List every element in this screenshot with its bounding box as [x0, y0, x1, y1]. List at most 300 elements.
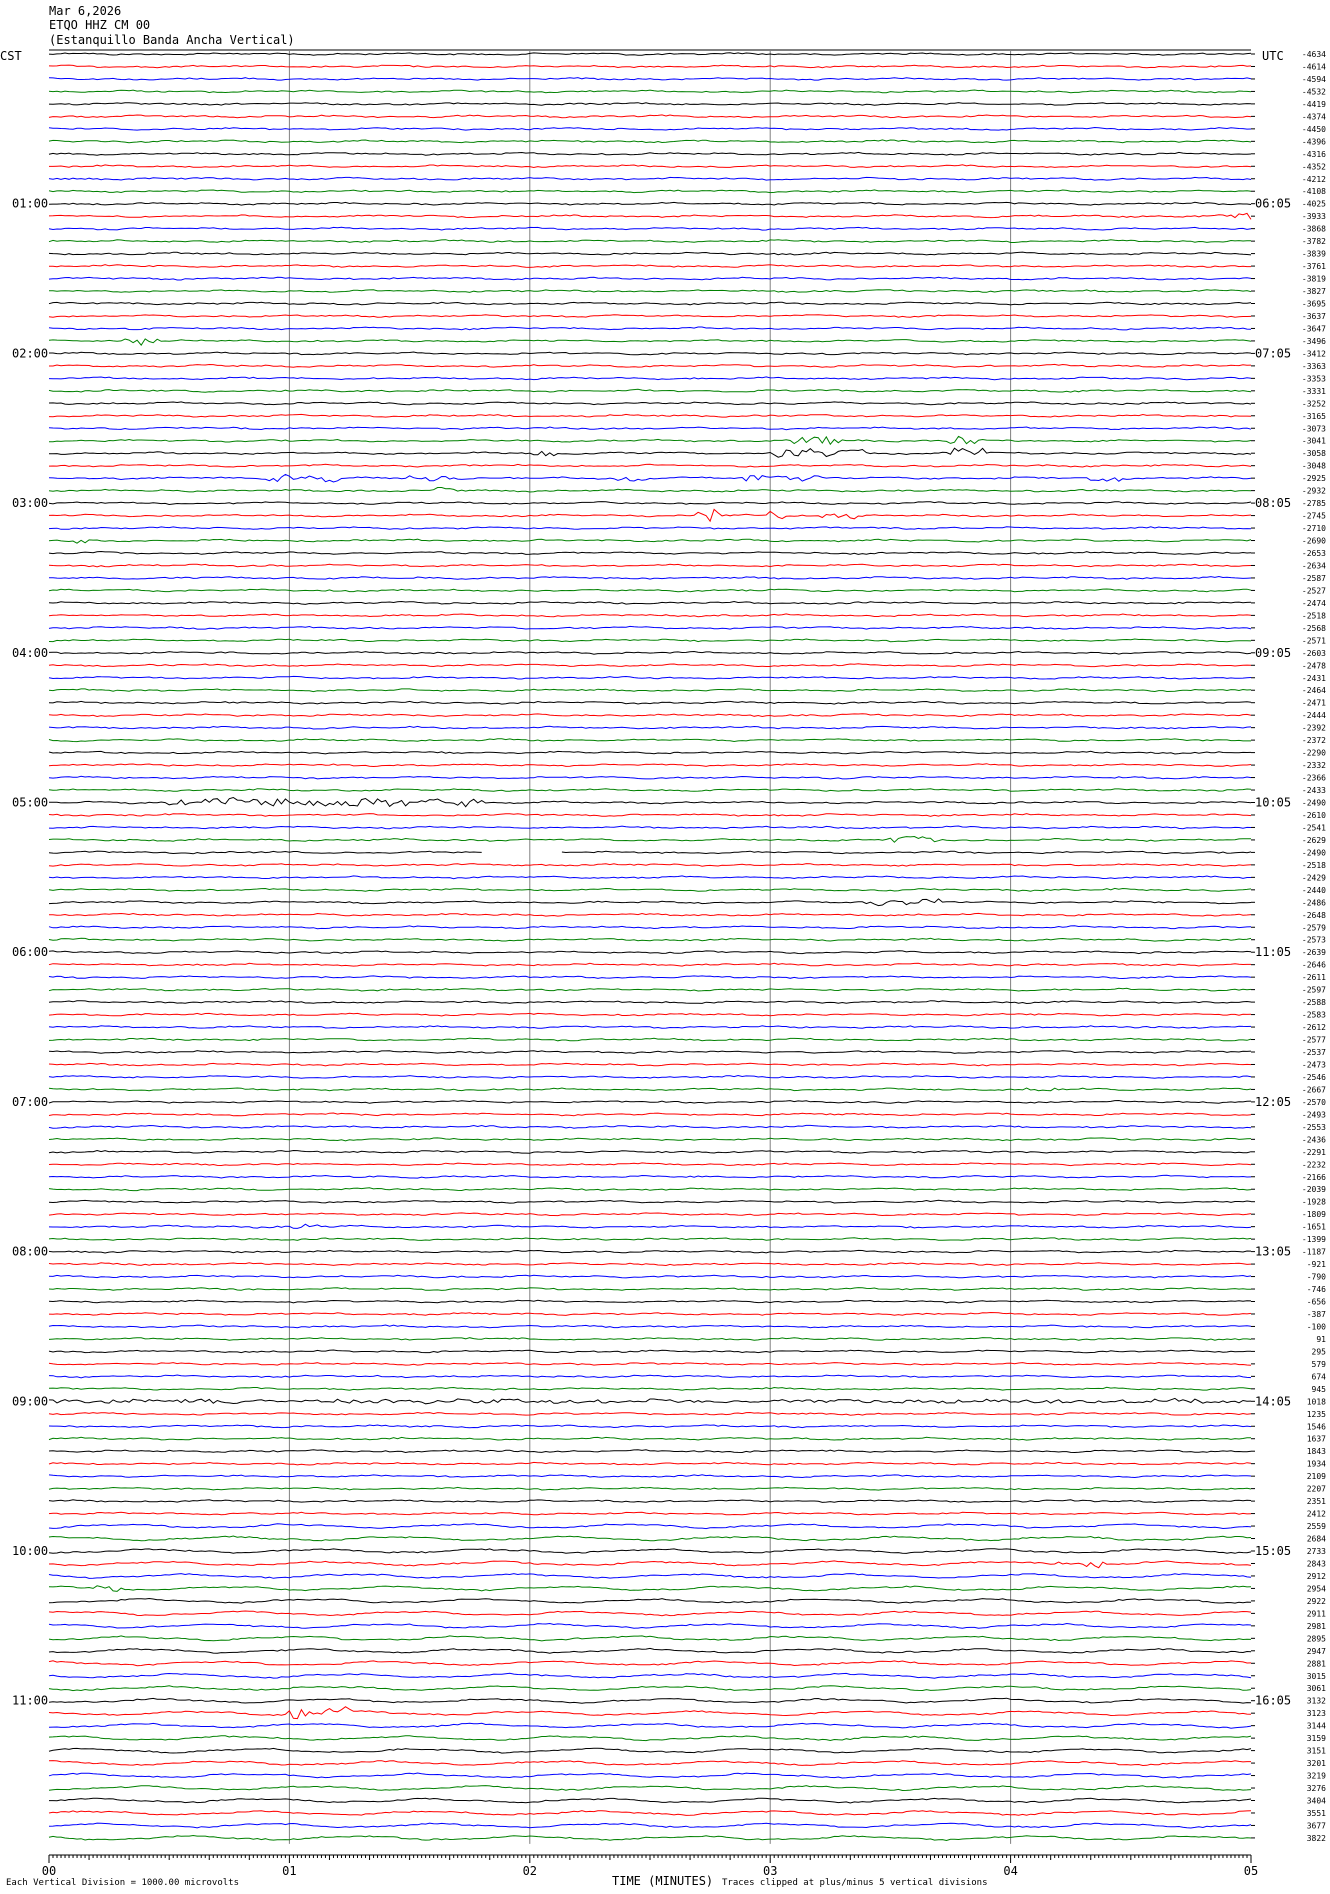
trace-offset-label: -2553	[1301, 1122, 1326, 1132]
trace-line	[49, 1375, 1251, 1378]
trace-offset-label: -2541	[1301, 823, 1326, 833]
trace-offset-label: -3363	[1301, 361, 1326, 371]
right-hour-label: 16:05	[1255, 1693, 1292, 1708]
trace-line	[49, 963, 1251, 966]
trace-offset-label: -4532	[1301, 87, 1326, 97]
trace-line	[49, 988, 1251, 991]
trace-line	[49, 564, 1251, 567]
trace-line	[49, 577, 1251, 580]
right-hour-label: 10:05	[1255, 795, 1292, 810]
trace-offset-label: -2648	[1301, 910, 1326, 920]
trace-offset-label: -2444	[1301, 711, 1326, 721]
trace-line	[49, 1038, 1251, 1041]
trace-offset-label: -4316	[1301, 149, 1326, 159]
left-hour-label: 11:00	[12, 1693, 49, 1708]
trace-line	[49, 53, 1251, 56]
trace-line	[49, 589, 1251, 592]
trace-line	[49, 1574, 1251, 1579]
trace-offset-label: -4419	[1301, 99, 1326, 109]
trace-line	[49, 1611, 1251, 1616]
trace-line	[49, 751, 1251, 754]
trace-line	[49, 1151, 1251, 1154]
x-tick-label: 01	[282, 1864, 297, 1878]
trace-line	[49, 389, 1251, 392]
trace-line	[49, 1138, 1251, 1141]
trace-offset-label: -3412	[1301, 349, 1326, 359]
trace-line	[49, 602, 1251, 605]
trace-offset-label: 2947	[1306, 1646, 1326, 1656]
trace-offset-label: -1651	[1301, 1222, 1326, 1232]
trace-group	[49, 53, 1251, 1841]
trace-line	[49, 1798, 1251, 1803]
trace-line	[49, 1101, 1251, 1104]
trace-line	[49, 1213, 1251, 1216]
trace-offset-label: 3219	[1306, 1771, 1326, 1781]
trace-line	[49, 1811, 1251, 1816]
trace-offset-label: -3761	[1301, 262, 1326, 272]
trace-line	[49, 377, 1251, 380]
trace-line	[49, 128, 1251, 131]
trace-line	[49, 1786, 1251, 1791]
trace-offset-label: 3151	[1306, 1746, 1326, 1756]
trace-offset-label: -2473	[1301, 1060, 1326, 1070]
trace-offset-label: 3201	[1306, 1759, 1326, 1769]
trace-offset-label: -2471	[1301, 698, 1326, 708]
trace-line	[49, 789, 1251, 792]
right-hour-label: 07:05	[1255, 346, 1292, 361]
trace-line	[49, 1561, 1251, 1568]
trace-line	[49, 502, 1251, 505]
trace-offset-label: -3048	[1301, 461, 1326, 471]
trace-line	[49, 938, 1251, 941]
trace-offset-label: 1546	[1306, 1422, 1326, 1432]
left-hour-label: 05:00	[12, 795, 49, 810]
trace-line	[49, 1013, 1251, 1016]
left-hour-label: 09:00	[12, 1394, 49, 1409]
trace-line	[49, 1338, 1251, 1341]
trace-offset-label: -2440	[1301, 885, 1326, 895]
trace-offset-label: -4352	[1301, 162, 1326, 172]
trace-line	[49, 115, 1251, 118]
trace-line	[49, 1707, 1251, 1719]
trace-line	[49, 764, 1251, 767]
right-hour-label: 13:05	[1255, 1244, 1292, 1259]
trace-line	[49, 1437, 1251, 1440]
trace-offset-label: -1187	[1301, 1247, 1326, 1257]
trace-line	[49, 1001, 1251, 1004]
trace-line	[49, 689, 1251, 692]
trace-offset-label: -2639	[1301, 948, 1326, 958]
trace-offset-label: 1235	[1306, 1409, 1326, 1419]
trace-line	[49, 1761, 1251, 1766]
trace-offset-label: -2785	[1301, 499, 1326, 509]
trace-line	[49, 488, 1251, 493]
trace-offset-label: -3933	[1301, 212, 1326, 222]
trace-offset-label: -2474	[1301, 598, 1326, 608]
trace-offset-label: -2612	[1301, 1023, 1326, 1033]
trace-line	[49, 364, 1251, 367]
trace-offset-label: -4374	[1301, 112, 1326, 122]
trace-offset-label: -2932	[1301, 486, 1326, 496]
trace-line	[49, 1536, 1251, 1541]
right-hour-label: 14:05	[1255, 1394, 1292, 1409]
trace-line	[49, 227, 1251, 230]
x-tick-label: 05	[1243, 1864, 1259, 1878]
trace-line	[49, 213, 1251, 219]
trace-line	[49, 614, 1251, 617]
trace-offset-label: -3827	[1301, 287, 1326, 297]
trace-line	[49, 1026, 1251, 1029]
trace-offset-label: -1809	[1301, 1210, 1326, 1220]
trace-offset-label: -2464	[1301, 686, 1326, 696]
trace-line	[49, 739, 1251, 742]
trace-offset-label: -3058	[1301, 449, 1326, 459]
trace-line	[49, 1263, 1251, 1266]
trace-line	[49, 701, 1251, 704]
trace-offset-label: -790	[1306, 1272, 1326, 1282]
trace-offset-label: 1637	[1306, 1434, 1326, 1444]
trace-offset-label: 2351	[1306, 1497, 1326, 1507]
trace-line	[49, 1238, 1251, 1241]
right-hour-label: 15:05	[1255, 1544, 1292, 1558]
trace-offset-label: -3331	[1301, 386, 1326, 396]
trace-offset-label: -2478	[1301, 661, 1326, 671]
left-hour-label: 08:00	[12, 1244, 49, 1259]
trace-offset-label: -2486	[1301, 898, 1326, 908]
trace-line	[49, 1200, 1251, 1203]
trace-line	[49, 714, 1251, 717]
trace-line	[49, 414, 1251, 417]
trace-offset-label: 2559	[1306, 1522, 1326, 1532]
trace-offset-label: -4212	[1301, 174, 1326, 184]
label-group	[12, 50, 1326, 1843]
trace-offset-label: 2911	[1306, 1609, 1326, 1619]
trace-offset-label: -3695	[1301, 299, 1326, 309]
trace-line	[49, 1636, 1251, 1641]
trace-offset-label: -2925	[1301, 474, 1326, 484]
trace-line	[49, 552, 1251, 555]
trace-offset-label: 3276	[1306, 1784, 1326, 1794]
trace-offset-label: -4634	[1301, 50, 1326, 59]
trace-line	[49, 190, 1251, 193]
right-hour-label: 11:05	[1255, 945, 1292, 960]
trace-line	[49, 1661, 1251, 1666]
trace-offset-label: -4594	[1301, 74, 1326, 84]
trace-offset-label: -2745	[1301, 511, 1326, 521]
trace-line	[49, 240, 1251, 243]
trace-line	[49, 1450, 1251, 1453]
trace-offset-label: -2291	[1301, 1147, 1326, 1157]
trace-line	[49, 1325, 1251, 1328]
footer-scale-note: Each Vertical Division = 1000.00 microvolts	[6, 1878, 239, 1888]
trace-offset-label: 3551	[1306, 1808, 1326, 1818]
trace-line	[49, 726, 1251, 729]
trace-offset-label: -2577	[1301, 1035, 1326, 1045]
trace-offset-label: 3061	[1306, 1684, 1326, 1694]
trace-offset-label: -100	[1306, 1322, 1326, 1332]
x-tick-label: 02	[522, 1864, 538, 1878]
trace-offset-label: -2603	[1301, 648, 1326, 658]
footer-xlabel: TIME (MINUTES)	[612, 1874, 714, 1888]
left-hour-label: 02:00	[12, 346, 49, 361]
trace-line	[49, 509, 1251, 521]
trace-line	[49, 1524, 1251, 1529]
trace-offset-label: 1934	[1306, 1459, 1326, 1469]
trace-line	[49, 1823, 1251, 1828]
trace-offset-label: -3073	[1301, 424, 1326, 434]
trace-offset-label: -4450	[1301, 124, 1326, 134]
trace-line	[49, 1413, 1251, 1416]
trace-line	[49, 1475, 1251, 1478]
trace-offset-label: -1399	[1301, 1235, 1326, 1245]
trace-line	[49, 327, 1251, 330]
trace-line	[49, 1363, 1251, 1366]
trace-line	[49, 876, 1251, 879]
trace-offset-label: -2611	[1301, 973, 1326, 983]
trace-line	[49, 1723, 1251, 1728]
trace-offset-label: -2546	[1301, 1072, 1326, 1082]
trace-line	[49, 1487, 1251, 1490]
trace-offset-label: 945	[1311, 1384, 1326, 1394]
trace-line	[49, 1648, 1251, 1653]
trace-offset-label: -2570	[1301, 1097, 1326, 1107]
trace-offset-label: -2518	[1301, 860, 1326, 870]
trace-line	[49, 103, 1251, 106]
trace-line	[49, 913, 1251, 916]
header-station: ETQO HHZ CM 00	[49, 18, 151, 32]
trace-offset-label: 3677	[1306, 1821, 1326, 1831]
trace-offset-label: 2895	[1306, 1634, 1326, 1644]
header-description: (Estanquillo Banda Ancha Vertical)	[49, 33, 295, 47]
trace-line	[49, 202, 1251, 205]
trace-offset-label: 3015	[1306, 1671, 1326, 1681]
trace-offset-label: -4396	[1301, 137, 1326, 147]
trace-line	[49, 976, 1251, 979]
trace-line	[49, 1398, 1251, 1403]
trace-offset-label: -2568	[1301, 623, 1326, 633]
trace-offset-label: -2597	[1301, 985, 1326, 995]
trace-offset-label: 3159	[1306, 1734, 1326, 1744]
trace-offset-label: -2490	[1301, 848, 1326, 858]
left-timezone-label: CST	[0, 49, 22, 63]
trace-offset-label: -2583	[1301, 1010, 1326, 1020]
trace-line	[49, 1125, 1251, 1128]
trace-offset-label: -2571	[1301, 636, 1326, 646]
trace-line	[49, 926, 1251, 929]
right-hour-label: 09:05	[1255, 645, 1292, 660]
trace-line	[49, 277, 1251, 280]
trace-offset-label: -387	[1306, 1309, 1326, 1319]
trace-line	[49, 1736, 1251, 1741]
trace-line	[49, 252, 1251, 255]
trace-offset-label: -2537	[1301, 1048, 1326, 1057]
trace-line	[49, 1051, 1251, 1054]
trace-line	[49, 1387, 1251, 1390]
trace-line	[49, 78, 1251, 81]
trace-line	[49, 1836, 1251, 1841]
trace-line	[49, 1500, 1251, 1503]
trace-line	[49, 1188, 1251, 1191]
left-hour-label: 06:00	[12, 945, 49, 960]
trace-line	[49, 1462, 1251, 1465]
trace-offset-label: -2372	[1301, 736, 1326, 746]
trace-offset-label: 2109	[1306, 1472, 1326, 1482]
trace-line	[49, 1624, 1251, 1629]
trace-line	[49, 464, 1251, 467]
trace-line	[49, 1673, 1251, 1678]
trace-offset-label: -3868	[1301, 224, 1326, 234]
right-hour-label: 06:05	[1255, 196, 1292, 211]
trace-line	[49, 1773, 1251, 1778]
trace-offset-label: -2634	[1301, 561, 1326, 571]
trace-offset-label: 1843	[1306, 1447, 1326, 1457]
trace-offset-label: -2392	[1301, 723, 1326, 733]
trace-offset-label: -2490	[1301, 798, 1326, 808]
trace-offset-label: -2431	[1301, 673, 1326, 683]
trace-offset-label: -2429	[1301, 873, 1326, 883]
trace-line	[49, 315, 1251, 318]
trace-offset-label: -656	[1306, 1297, 1326, 1307]
trace-offset-label: -3165	[1301, 411, 1326, 421]
trace-offset-label: 2207	[1306, 1484, 1326, 1494]
trace-offset-label: -3496	[1301, 336, 1326, 346]
trace-offset-label: 2954	[1306, 1584, 1326, 1594]
trace-offset-label: -2667	[1301, 1085, 1326, 1095]
trace-offset-label: -2690	[1301, 536, 1326, 546]
trace-offset-label: 3404	[1306, 1796, 1326, 1806]
trace-line	[49, 1549, 1251, 1554]
trace-line	[49, 864, 1251, 867]
trace-offset-label: -2587	[1301, 573, 1326, 583]
trace-line	[49, 888, 1251, 891]
trace-offset-label: -2518	[1301, 611, 1326, 621]
trace-line	[49, 152, 1251, 155]
trace-offset-label: 2733	[1306, 1547, 1326, 1556]
trace-offset-label: -2039	[1301, 1185, 1326, 1195]
trace-offset-label: -2166	[1301, 1172, 1326, 1182]
trace-offset-label: -2610	[1301, 810, 1326, 820]
trace-offset-label: -3839	[1301, 249, 1326, 259]
trace-offset-label: -921	[1306, 1260, 1326, 1270]
left-hour-label: 03:00	[12, 496, 49, 511]
trace-line	[49, 165, 1251, 168]
trace-line	[49, 1088, 1251, 1091]
trace-offset-label: -2653	[1301, 549, 1326, 558]
right-hour-label: 08:05	[1255, 496, 1292, 511]
trace-line	[49, 1748, 1251, 1753]
trace-line	[49, 1425, 1251, 1428]
trace-line	[49, 664, 1251, 667]
trace-line	[49, 1350, 1251, 1353]
trace-line	[49, 474, 1251, 482]
trace-offset-label: 2412	[1306, 1509, 1326, 1519]
trace-line	[49, 265, 1251, 268]
trace-line	[49, 436, 1251, 444]
trace-line	[49, 140, 1251, 143]
x-tick-label: 04	[1003, 1864, 1018, 1878]
x-tick-label: 03	[762, 1864, 778, 1878]
trace-offset-label: 3144	[1306, 1721, 1326, 1731]
trace-offset-label: -3252	[1301, 399, 1326, 409]
trace-line	[49, 851, 482, 854]
trace-line	[49, 177, 1251, 180]
trace-line	[49, 448, 1251, 457]
trace-offset-label: -4108	[1301, 187, 1326, 197]
footer-clip-note: Traces clipped at plus/minus 5 vertical divisions	[722, 1878, 988, 1888]
trace-line	[562, 851, 1251, 853]
trace-offset-label: -3353	[1301, 374, 1326, 384]
trace-line	[49, 1076, 1251, 1079]
trace-line	[49, 1512, 1251, 1515]
trace-line	[49, 676, 1251, 679]
trace-offset-label: 2843	[1306, 1559, 1326, 1569]
right-hour-label: 12:05	[1255, 1094, 1292, 1109]
x-tick-label: 00	[41, 1864, 57, 1878]
trace-offset-label: 3123	[1306, 1709, 1326, 1719]
trace-line	[49, 90, 1251, 93]
trace-offset-label: 674	[1311, 1372, 1326, 1382]
trace-offset-label: 295	[1311, 1347, 1326, 1357]
trace-line	[49, 339, 1251, 345]
trace-line	[49, 1288, 1251, 1291]
trace-offset-label: 91	[1316, 1334, 1326, 1344]
trace-line	[49, 639, 1251, 642]
trace-line	[49, 1175, 1251, 1178]
trace-offset-label: -2579	[1301, 923, 1326, 933]
left-hour-label: 07:00	[12, 1094, 49, 1109]
trace-offset-label: -2436	[1301, 1135, 1326, 1145]
trace-offset-label: 2684	[1306, 1534, 1326, 1544]
header-date: Mar 6,2026	[49, 4, 122, 18]
trace-offset-label: -2290	[1301, 748, 1326, 758]
trace-line	[49, 899, 1251, 906]
trace-line	[49, 539, 1251, 543]
trace-line	[49, 626, 1251, 629]
trace-offset-label: -2332	[1301, 761, 1326, 771]
trace-offset-label: -3637	[1301, 311, 1326, 321]
trace-line	[49, 527, 1251, 530]
right-timezone-label: UTC	[1262, 49, 1284, 63]
trace-line	[49, 798, 1251, 807]
trace-line	[49, 427, 1251, 430]
trace-offset-label: -3782	[1301, 237, 1326, 247]
trace-offset-label: -2588	[1301, 998, 1326, 1008]
trace-offset-label: 3132	[1306, 1696, 1326, 1706]
trace-offset-label: -2646	[1301, 960, 1326, 970]
trace-offset-label: -2232	[1301, 1160, 1326, 1170]
trace-line	[49, 652, 1251, 655]
trace-offset-label: 1018	[1306, 1397, 1326, 1407]
trace-offset-label: -4614	[1301, 62, 1326, 72]
trace-line	[49, 951, 1251, 954]
trace-offset-label: -3041	[1301, 436, 1326, 446]
trace-offset-label: 3822	[1306, 1833, 1326, 1843]
trace-line	[49, 1599, 1251, 1604]
trace-offset-label: 2922	[1306, 1596, 1326, 1606]
trace-offset-label: -1928	[1301, 1197, 1326, 1207]
trace-offset-label: -746	[1306, 1285, 1326, 1295]
trace-line	[49, 1163, 1251, 1166]
trace-offset-label: -2527	[1301, 586, 1326, 596]
trace-line	[49, 1586, 1251, 1592]
trace-offset-label: -4025	[1301, 199, 1326, 209]
left-hour-label: 04:00	[12, 645, 49, 660]
trace-line	[49, 1250, 1251, 1253]
trace-line	[49, 1275, 1251, 1278]
trace-line	[49, 1313, 1251, 1316]
trace-line	[49, 1686, 1251, 1691]
trace-offset-label: -2433	[1301, 786, 1326, 796]
